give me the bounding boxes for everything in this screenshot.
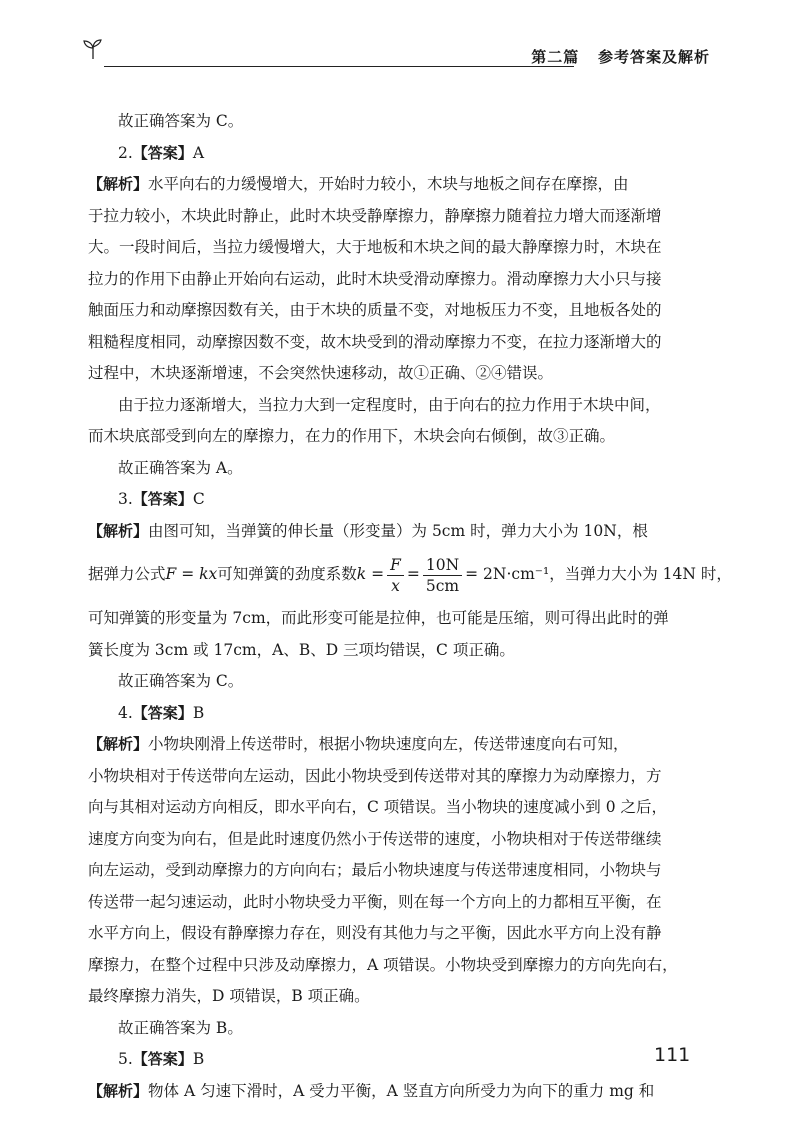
text-line <box>88 950 700 982</box>
bracket-label: 【答案】 <box>132 1050 193 1068</box>
header-rule <box>104 66 574 67</box>
answer-content <box>88 106 732 1107</box>
fraction-f-over-x <box>387 555 404 596</box>
line-text: B <box>192 1050 205 1068</box>
text-line <box>88 516 700 548</box>
formula-expression: F = kx <box>165 565 218 584</box>
text-line <box>88 169 700 201</box>
question-number: 3. <box>118 490 133 508</box>
text-line <box>88 390 700 422</box>
text-line <box>88 358 700 390</box>
text-line <box>88 666 700 698</box>
text-line <box>88 981 700 1013</box>
text-line <box>88 698 700 730</box>
formula-k-lhs: k = <box>356 565 385 584</box>
bracket-label: 【解析】 <box>88 1081 149 1100</box>
line-text: 水平向右的力缓慢增大，开始时力较小，木块与地板之间存在摩擦，由 <box>148 175 629 193</box>
fraction-denominator: 5cm <box>425 576 460 595</box>
text-line <box>88 1044 700 1076</box>
line-text: 由图可知，当弹簧的伸长量（形变量）为 5cm 时，弹力大小为 10N，根 <box>148 521 648 540</box>
text-line <box>88 106 700 138</box>
line-text: 最终摩擦力消失，D 项错误，B 项正确。 <box>88 987 370 1005</box>
text-line <box>88 887 700 919</box>
fraction-values <box>423 555 462 596</box>
bracket-label: 【答案】 <box>132 703 193 722</box>
formula-middle: 可知弹簧的劲度系数 <box>217 565 357 584</box>
text-line <box>88 453 700 485</box>
line-text: 物体 A 匀速下滑时，A 受力平衡，A 竖直方向所受力为向下的重力 mg 和 <box>148 1081 655 1100</box>
line-text: 小物块相对于传送带向左运动，因此小物块受到传送带对其的摩擦力为动摩擦力，方 <box>88 766 662 785</box>
header-title <box>531 46 710 67</box>
line-text: B <box>192 703 205 722</box>
line-text: 而木块底部受到向左的摩擦力，在力的作用下，木块会向右倾倒，故③正确。 <box>88 427 616 445</box>
text-line <box>88 918 700 950</box>
line-text: 大。一段时间后，当拉力缓慢增大，大于地板和木块之间的最大静摩擦力时，木块在 <box>88 238 662 256</box>
text-line <box>88 761 700 793</box>
leaf-sprout-icon <box>82 38 104 60</box>
text-line <box>88 1076 700 1108</box>
text-block-2 <box>88 603 700 1107</box>
formula-equals: = <box>406 565 420 584</box>
line-text: 水平方向上，假设有静摩擦力存在，则没有其他力与之平衡，因此水平方向上没有静 <box>88 924 662 942</box>
line-text: 由于拉力逐渐增大，当拉力大到一定程度时，由于向右的拉力作用于木块中间， <box>118 395 661 414</box>
line-text: 传送带一起匀速运动，此时小物块受力平衡，则在每一个方向上的力都相互平衡，在 <box>88 892 662 911</box>
page-header <box>82 36 710 72</box>
bracket-label: 【答案】 <box>132 490 193 508</box>
line-text: 小物块刚滑上传送带时，根据小物块速度向左，传送带速度向右可知， <box>148 735 629 753</box>
text-line <box>88 792 700 824</box>
text-line <box>88 138 700 170</box>
formula-line <box>88 547 732 603</box>
text-block-1 <box>88 106 700 547</box>
line-text: 簧长度为 3cm 或 17cm，A、B、D 三项均错误，C 项正确。 <box>88 640 515 659</box>
section-label: 第二篇 <box>531 48 580 66</box>
text-line <box>88 729 700 761</box>
text-line <box>88 635 700 667</box>
line-text: 故正确答案为 B。 <box>118 1018 243 1037</box>
line-text: 故正确答案为 C。 <box>118 112 244 130</box>
line-text: 故正确答案为 A。 <box>118 458 243 477</box>
bracket-label: 【解析】 <box>88 175 149 193</box>
text-line <box>88 232 700 264</box>
formula-prefix: 据弹力公式 <box>88 565 166 584</box>
line-text: 粗糙程度相同，动摩擦因数不变，故木块受到的滑动摩擦力不变，在拉力逐渐增大的 <box>88 332 662 351</box>
line-text: 摩擦力，在整个过程中只涉及动摩擦力，A 项错误。小物块受到摩擦力的方向先向右， <box>88 955 678 974</box>
line-text: 速度方向变为向右，但是此时速度仍然小于传送带的速度，小物块相对于传送带继续 <box>88 829 662 848</box>
text-line <box>88 484 700 516</box>
chapter-title: 参考答案及解析 <box>597 48 710 66</box>
text-line <box>88 295 700 327</box>
line-text: A <box>192 143 205 162</box>
line-text: 向与其相对运动方向相反，即水平向右，C 项错误。当小物块的速度减小到 0 之后， <box>88 798 668 816</box>
question-number: 5. <box>118 1050 133 1068</box>
formula-suffix: ，当弹力大小为 14N 时， <box>549 565 732 584</box>
line-text: 触面压力和动摩擦因数有关，由于木块的质量不变，对地板压力不变，且地板各处的 <box>88 301 662 319</box>
bracket-label: 【答案】 <box>132 143 193 162</box>
text-line <box>88 327 700 359</box>
line-text: C <box>192 490 205 508</box>
line-text: 拉力的作用下由静止开始向右运动，此时木块受滑动摩擦力。滑动摩擦力大小只与接 <box>88 269 662 288</box>
question-number: 2. <box>118 143 133 162</box>
line-text: 过程中，木块逐渐增速，不会突然快速移动，故①正确、②④错误。 <box>88 364 554 382</box>
page-number: 111 <box>654 1044 691 1066</box>
text-line <box>88 421 700 453</box>
fraction-numerator: F <box>387 555 404 576</box>
fraction-numerator: 10N <box>423 555 462 576</box>
line-text: 可知弹簧的形变量为 7cm，而此形变可能是拉伸，也可能是压缩，则可得出此时的弹 <box>88 609 669 627</box>
question-number: 4. <box>118 703 133 722</box>
line-text: 故正确答案为 C。 <box>118 672 244 690</box>
bracket-label: 【解析】 <box>88 521 149 540</box>
text-line <box>88 264 700 296</box>
formula-result: = 2N·cm⁻¹ <box>465 565 550 584</box>
line-text: 向左运动，受到动摩擦力的方向向右；最后小物块速度与传送带速度相同，小物块与 <box>88 861 662 879</box>
line-text: 于拉力较小，木块此时静止，此时木块受静摩擦力，静摩擦力随着拉力增大而逐渐增 <box>88 206 662 225</box>
text-line <box>88 855 700 887</box>
bracket-label: 【解析】 <box>88 735 149 753</box>
text-line <box>88 201 700 233</box>
text-line <box>88 1013 700 1045</box>
text-line <box>88 824 700 856</box>
fraction-denominator: x <box>391 576 400 595</box>
text-line <box>88 603 700 635</box>
